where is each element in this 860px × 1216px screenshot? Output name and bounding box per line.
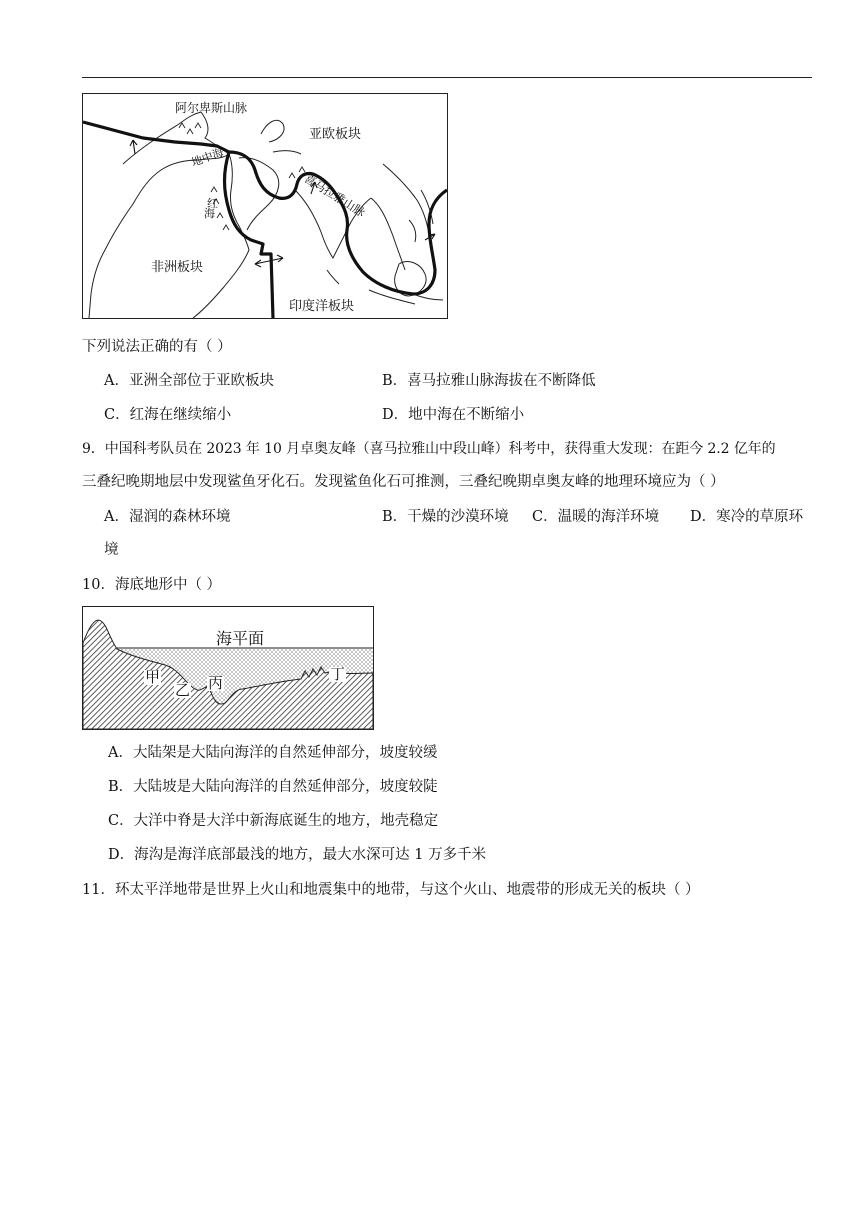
plate-map-drawing bbox=[83, 94, 447, 318]
q8-option-d: D．地中海在不断缩小 bbox=[382, 407, 525, 423]
label-alps: 阿尔卑斯山脉 bbox=[175, 101, 248, 115]
label-eurasian-plate: 亚欧板块 bbox=[309, 127, 362, 142]
header-rule bbox=[82, 77, 812, 78]
q9-stem-line1: 9．中国科考队员在 2023 年 10 月卓奥友峰（喜马拉雅山中段山峰）科考中，获得重大发现：在距今 2.2 亿年的 bbox=[82, 441, 776, 457]
q8-stem: 下列说法正确的有（ ） bbox=[82, 339, 232, 355]
label-ding: 丁 bbox=[330, 665, 346, 683]
q8-option-c: C．红海在继续缩小 bbox=[104, 407, 232, 423]
label-jia: 甲 bbox=[145, 668, 161, 686]
label-indian-ocean-plate: 印度洋板块 bbox=[289, 299, 355, 314]
q9-option-a: A．湿润的森林环境 bbox=[104, 509, 231, 525]
label-bing: 丙 bbox=[208, 674, 224, 692]
q8-option-a: A．亚洲全部位于亚欧板块 bbox=[104, 373, 274, 389]
q10-option-d: D．海沟是海洋底部最浅的地方，最大水深可达 1 万多千米 bbox=[108, 847, 487, 863]
q9-option-c: C．温暖的海洋环境 bbox=[532, 509, 660, 525]
label-red-sea-1: 红 bbox=[207, 197, 218, 210]
seabed-profile-figure bbox=[82, 606, 374, 730]
q9-stem-line2: 三叠纪晚期地层中发现鲨鱼牙化石。发现鲨鱼化石可推测，三叠纪晚期卓奥友峰的地理环境应为（ ） bbox=[82, 474, 725, 490]
label-red-sea-2: 海 bbox=[204, 207, 215, 220]
q8-option-b: B．喜马拉雅山脉海拔在不断降低 bbox=[382, 373, 596, 389]
q9-option-b: B．干燥的沙漠环境 bbox=[382, 509, 509, 525]
q10-option-a: A．大陆架是大陆向海洋的自然延伸部分，坡度较缓 bbox=[108, 745, 438, 761]
label-mediterranean: 地中海 bbox=[189, 145, 226, 170]
q11-stem: 11．环太平洋地带是世界上火山和地震集中的地带，与这个火山、地震带的形成无关的板块（ ） bbox=[82, 882, 700, 898]
label-himalaya: 喜马拉雅山脉 bbox=[301, 171, 368, 220]
q10-stem: 10．海底地形中（ ） bbox=[82, 577, 222, 593]
q9-option-d-continued: 境 bbox=[104, 542, 119, 558]
q10-option-c: C．大洋中脊是大洋中新海底诞生的地方，地壳稳定 bbox=[108, 813, 439, 829]
label-yi: 乙 bbox=[175, 681, 191, 699]
label-sea-level: 海平面 bbox=[216, 629, 265, 648]
q10-option-b: B．大陆坡是大陆向海洋的自然延伸部分，坡度较陡 bbox=[108, 779, 438, 795]
label-african-plate: 非洲板块 bbox=[151, 260, 204, 275]
plate-boundary-map bbox=[82, 93, 448, 319]
q9-option-d: D．寒冷的草原环 bbox=[690, 509, 804, 525]
